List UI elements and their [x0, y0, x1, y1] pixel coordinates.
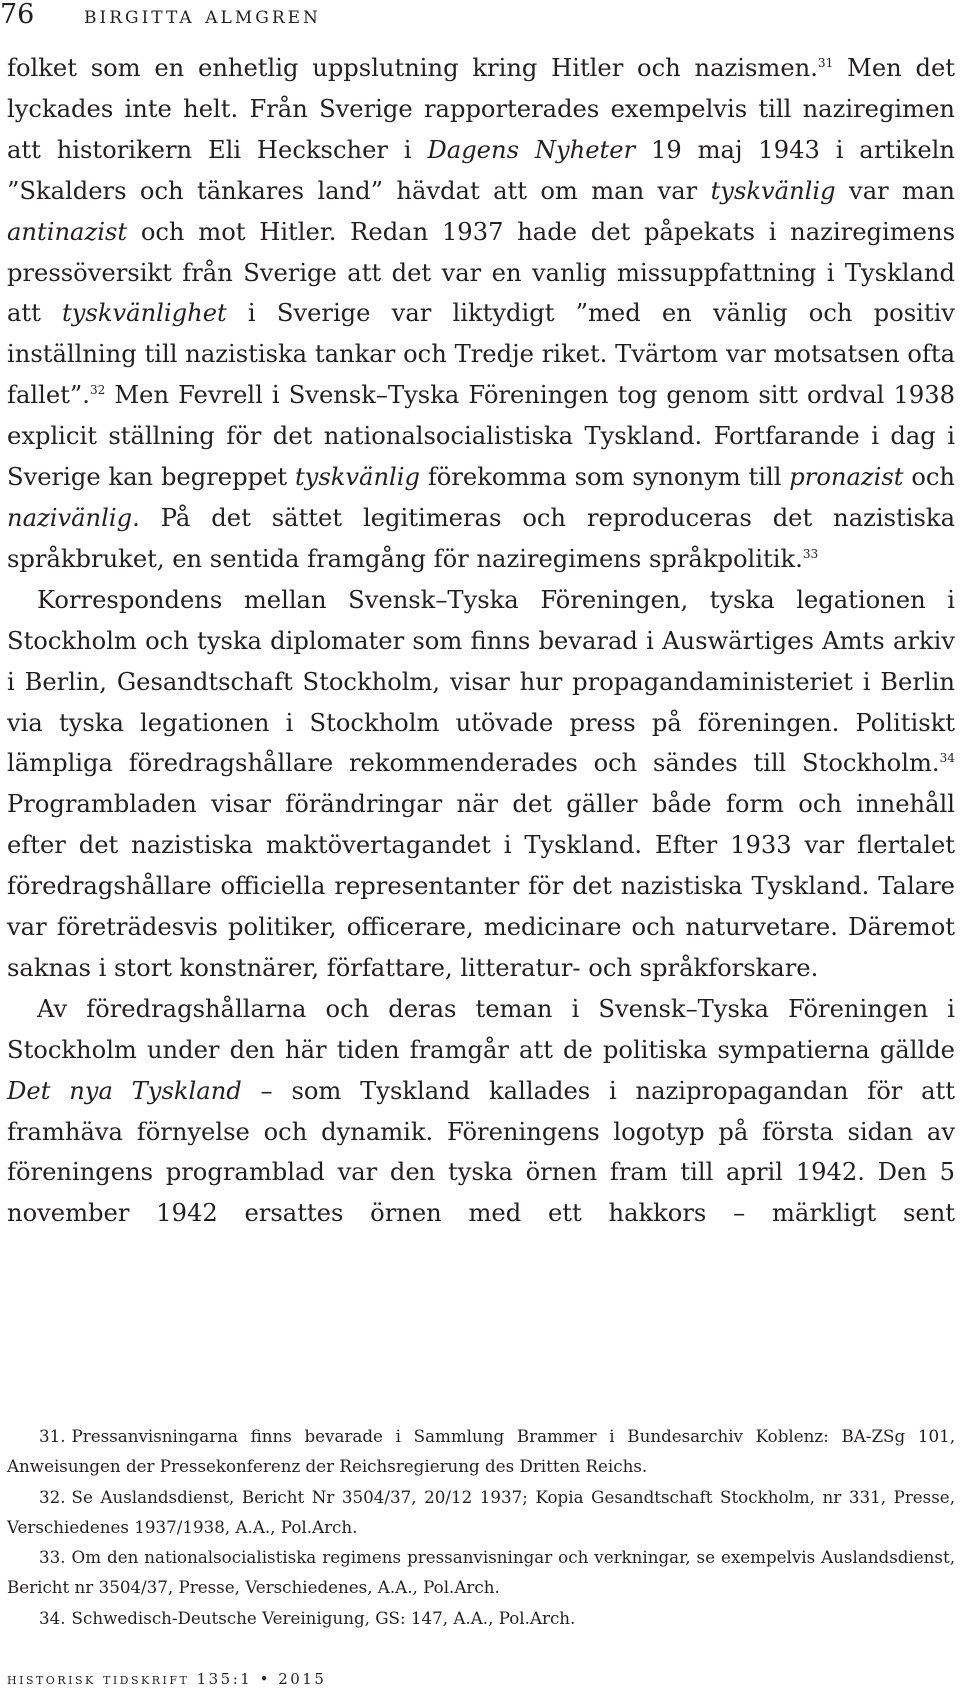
footnote-ref-34[interactable]: 34 [939, 751, 955, 766]
footnote-text: Om den nationalsocialistiska regimens pressanvisningar och verkningar, se exempelvis Auslandsdienst, Bericht nr 3504/37, Presse, Verschiedenes, A.A., Pol.Arch. [7, 1547, 955, 1598]
italic-run: tyskvänlighet [62, 299, 227, 328]
text-run: Men Fevrell i Svensk–Tyska Föreningen tog genom sitt ordval 1938 explicit ställning för det nationalsocialistiska Tyskland. Fortfarande i dag i Sverige kan begreppet [7, 381, 955, 492]
footnote-31 [7, 1421, 955, 1482]
italic-run: antinazist [7, 217, 128, 246]
text-run: Korrespondens mellan Svensk–Tyska Föreningen, tyska legationen i Stockholm och tyska diplomater som finns bevarad i Auswärtiges Amts arkiv i Berlin, Gesandtschaft Stockholm, visar hur propagandaministeriet i Berlin via tyska legationen i Stockholm utövade press på föreningen. Politiskt lämpliga föredragshållare rekommenderades och sändes till Stockholm. [7, 585, 955, 778]
footnotes [7, 1421, 955, 1633]
footnote-number: 32. [39, 1486, 66, 1507]
paragraph-1 [7, 48, 955, 580]
body-text [7, 48, 955, 1234]
paragraph-3 [7, 989, 955, 1234]
footnote-33 [7, 1542, 955, 1603]
footnote-number: 33. [39, 1547, 66, 1568]
footnote-ref-31[interactable]: 31 [817, 55, 834, 70]
footnote-number: 34. [39, 1607, 66, 1628]
text-run: var man [835, 176, 955, 205]
journal-footer: historisk tidskrift 135:1 • 2015 [7, 1670, 327, 1688]
text-run: Av föredragshållarna och deras teman i Svensk–Tyska Föreningen i Stockholm under den här tiden framgår att de politiska sympatierna gällde [7, 994, 955, 1064]
footnote-ref-33[interactable]: 33 [802, 546, 819, 561]
running-head-author: birgitta almgren [84, 1, 321, 29]
footnote-34 [7, 1603, 955, 1633]
text-run: i Sverige var liktydigt ”med en vänlig och positiv inställning till nazistiska tankar och Tredje riket. Tvärtom var motsatsen ofta fallet”. [7, 299, 955, 410]
footnote-text: Se Auslandsdienst, Bericht Nr 3504/37, 20/12 1937; Kopia Gesandtschaft Stockholm, nr 331, Presse, Verschiedenes 1937/1938, A.A., Pol.Arch. [7, 1486, 955, 1537]
text-run: På det sättet legitimeras och reproduceras det nazistiska språkbruket, en sentida framgång för naziregimens språkpolitik. [7, 503, 955, 573]
italic-run: Det nya Tyskland [7, 1076, 242, 1105]
italic-run: tyskvänlig [294, 463, 421, 492]
italic-run: nazivänlig. [7, 503, 140, 532]
footnote-32 [7, 1482, 955, 1543]
text-run: Men det lyckades inte helt. Från Sverige rapporterades exempelvis till naziregimen att historikern Eli Heckscher i [7, 54, 955, 164]
paragraph-2 [7, 580, 955, 989]
running-head [0, 0, 321, 30]
text-run: och [903, 463, 956, 492]
italic-run: Dagens Nyheter [427, 135, 636, 164]
italic-run: tyskvänlig [710, 176, 836, 205]
italic-run: pronazist [789, 463, 904, 492]
page-number: 76 [0, 0, 35, 30]
text-run: 19 maj 1943 i artikeln ”Skalders och tänkares land” hävdat att om man var [7, 135, 955, 205]
text-run: Programbladen visar förändringar när det gäller både form och innehåll efter det nazistiska maktövertagandet i Tyskland. Efter 1933 var flertalet föredragshållare officiella representanter för det nazistiska Tyskland. Talare var företrädesvis politiker, officerare, medicinare och naturvetare. Däremot saknas i stort konstnärer, författare, litteratur- och språkforskare. [7, 790, 955, 982]
footnote-ref-32[interactable]: 32 [89, 383, 106, 398]
footnote-number: 31. [39, 1426, 66, 1446]
text-run: folket som en enhetlig uppslutning kring Hitler och nazismen. [7, 54, 818, 82]
footnote-text: Pressanvisningarna finns bevarade i Sammlung Brammer i Bundesarchiv Koblenz: BA-ZSg 101, Anweisungen der Pressekonferenz der Reichsregierung des Dritten Reichs. [7, 1426, 955, 1477]
text-run: förekomma som synonym till [420, 463, 790, 492]
text-run: och mot Hitler. Redan 1937 hade det påpekats i naziregimens pressöversikt från Sverige att det var en vanlig missuppfattning i Tyskland att [7, 217, 955, 328]
text-run: – som Tyskland kallades i nazipropagandan för att framhäva förnyelse och dynamik. Föreningens logotyp på första sidan av föreningens programblad var den tyska örnen fram till april 1942. Den 5 november 1942 ersattes örnen med ett hakkors – märkligt sent [7, 1076, 955, 1228]
footnote-text: Schwedisch-Deutsche Vereinigung, GS: 147, A.A., Pol.Arch. [71, 1607, 576, 1628]
